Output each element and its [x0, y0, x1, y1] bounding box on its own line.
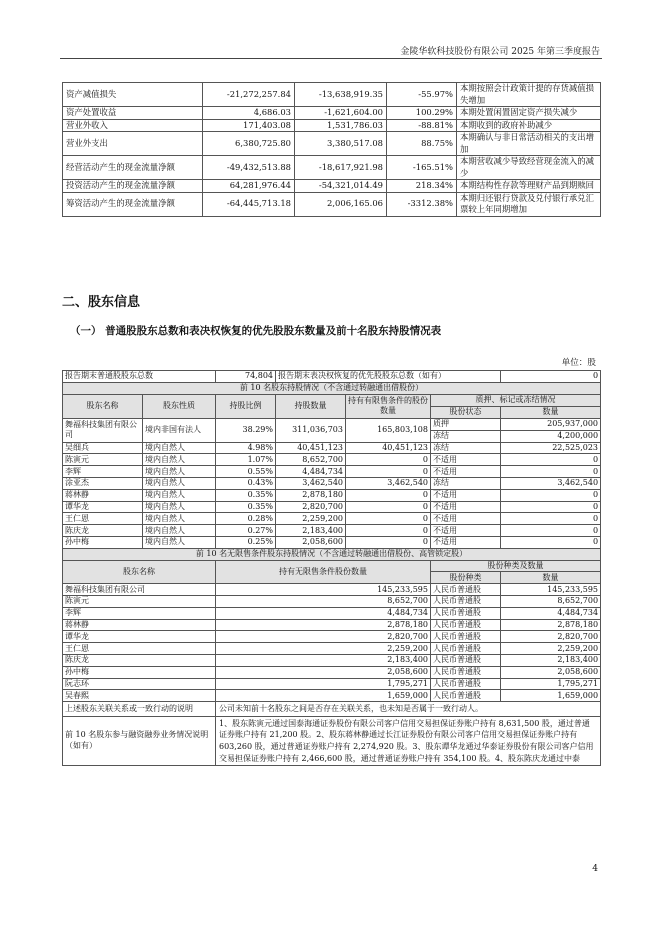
holding-count: 8,652,700 — [276, 454, 346, 466]
previous-value-cell: 3,380,517.08 — [295, 132, 387, 156]
share-type: 人民币普通股 — [431, 631, 501, 643]
col-pledge-header: 质押、标记或冻结情况 — [431, 394, 601, 406]
share-type: 人民币普通股 — [431, 654, 501, 666]
unrestricted-row — [63, 584, 601, 596]
shareholder-nature: 境内自然人 — [143, 501, 216, 513]
share-type: 人民币普通股 — [431, 595, 501, 607]
shareholder-name: 吴细兵 — [63, 442, 143, 454]
holding-ratio: 4.98% — [216, 442, 276, 454]
margin-note-row — [63, 716, 601, 765]
changes-row — [63, 180, 601, 193]
changes-row — [63, 107, 601, 120]
shareholder-row — [63, 477, 601, 489]
pledge-qty: 0 — [501, 466, 601, 478]
shareholder-name: 陈寅元 — [63, 595, 216, 607]
restricted-count: 0 — [346, 466, 431, 478]
shareholder-nature: 境内自然人 — [143, 442, 216, 454]
unrestricted-title: 前 10 名无限售条件股东持股情况（不含通过转融通出借股份、高管锁定股） — [63, 548, 601, 560]
holding-ratio: 0.43% — [216, 477, 276, 489]
restricted-count: 0 — [346, 536, 431, 548]
holding-ratio: 0.55% — [216, 466, 276, 478]
holding-count: 2,183,400 — [276, 525, 346, 537]
item-cell: 筹资活动产生的现金流量净额 — [63, 192, 203, 216]
reason-cell: 本期结构性存款等理财产品到期赎回 — [457, 180, 601, 193]
previous-value-cell: -1,621,604.00 — [295, 107, 387, 120]
restricted-count: 0 — [346, 513, 431, 525]
share-qty: 2,820,700 — [501, 631, 601, 643]
header-divider — [60, 58, 602, 59]
holding-ratio: 0.27% — [216, 525, 276, 537]
previous-value-cell: 1,531,786.03 — [295, 119, 387, 132]
unrestricted-title-row — [63, 548, 601, 560]
pledge-qty: 0 — [501, 454, 601, 466]
restricted-count: 0 — [346, 501, 431, 513]
top10-title: 前 10 名股东持股情况（不含通过转融通出借股份） — [63, 382, 601, 394]
changes-row — [63, 192, 601, 216]
unrestricted-count: 2,878,180 — [216, 619, 431, 631]
unrestricted-count: 1,795,271 — [216, 678, 431, 690]
holding-count: 2,058,600 — [276, 536, 346, 548]
share-type: 人民币普通股 — [431, 584, 501, 596]
shareholder-nature: 境内自然人 — [143, 513, 216, 525]
pledge-qty: 4,200,000 — [501, 430, 601, 442]
share-qty: 2,259,200 — [501, 643, 601, 655]
pledge-qty: 0 — [501, 536, 601, 548]
shareholder-row — [63, 454, 601, 466]
share-qty: 4,484,734 — [501, 607, 601, 619]
col-restricted-header: 持有有限售条件的股份数量 — [346, 394, 431, 418]
unrestricted-count: 2,183,400 — [216, 654, 431, 666]
unrestricted-count: 1,659,000 — [216, 690, 431, 702]
changes-row — [63, 156, 601, 180]
restricted-count: 165,803,108 — [346, 418, 431, 442]
reason-cell: 本期营收减少导致经营现金流入的减少 — [457, 156, 601, 180]
change-pct-cell: -3312.38% — [387, 192, 457, 216]
reason-cell: 本期归还银行贷款及兑付银行承兑汇票较上年同期增加 — [457, 192, 601, 216]
pref-holders-value: 0 — [501, 371, 601, 383]
shareholder-nature: 境内自然人 — [143, 525, 216, 537]
col-type-header: 股份种类 — [431, 572, 501, 584]
pledge-qty: 0 — [501, 513, 601, 525]
pledge-status: 不适用 — [431, 489, 501, 501]
reason-cell: 本期收到的政府补助减少 — [457, 119, 601, 132]
shareholder-name: 王仁恩 — [63, 513, 143, 525]
unrestricted-row — [63, 654, 601, 666]
restricted-count: 40,451,123 — [346, 442, 431, 454]
holding-ratio: 38.29% — [216, 418, 276, 442]
unrestricted-row — [63, 690, 601, 702]
shareholder-row — [63, 418, 601, 430]
share-type: 人民币普通股 — [431, 643, 501, 655]
pledge-qty: 0 — [501, 525, 601, 537]
reason-cell: 本期按照会计政策计提的存货减值损失增加 — [457, 83, 601, 107]
previous-value-cell: 2,006,165.06 — [295, 192, 387, 216]
col-count-header: 持有无限售条件股份数量 — [216, 560, 431, 584]
holding-ratio: 0.28% — [216, 513, 276, 525]
col-ratio-header: 持股比例 — [216, 394, 276, 418]
shareholder-name: 蒋林静 — [63, 489, 143, 501]
reason-cell: 本期处置闲置固定资产损失减少 — [457, 107, 601, 120]
unrestricted-count: 4,484,734 — [216, 607, 431, 619]
unrestricted-count: 8,652,700 — [216, 595, 431, 607]
pledge-status: 不适用 — [431, 501, 501, 513]
section-subtitle: （一） 普通股股东总数和表决权恢复的优先股股东数量及前十名股东持股情况表 — [70, 325, 442, 337]
change-pct-cell: -55.97% — [387, 83, 457, 107]
restricted-count: 0 — [346, 525, 431, 537]
share-type: 人民币普通股 — [431, 619, 501, 631]
shareholder-row — [63, 501, 601, 513]
col-nature-header: 股东性质 — [143, 394, 216, 418]
share-qty: 2,183,400 — [501, 654, 601, 666]
previous-value-cell: -54,321,014.49 — [295, 180, 387, 193]
unrestricted-count: 2,058,600 — [216, 666, 431, 678]
item-cell: 资产处置收益 — [63, 107, 203, 120]
shareholder-name: 涂亚杰 — [63, 477, 143, 489]
shareholder-nature: 境内自然人 — [143, 536, 216, 548]
unrestricted-row — [63, 631, 601, 643]
current-value-cell: -64,445,713.18 — [203, 192, 295, 216]
unrestricted-row — [63, 595, 601, 607]
pledge-status: 质押 — [431, 418, 501, 430]
holding-ratio: 0.35% — [216, 501, 276, 513]
holding-ratio: 0.25% — [216, 536, 276, 548]
section-title: 二、股东信息 — [62, 295, 141, 310]
change-pct-cell: 100.29% — [387, 107, 457, 120]
shareholder-row — [63, 442, 601, 454]
pledge-status: 冻结 — [431, 442, 501, 454]
changes-row — [63, 83, 601, 107]
share-qty: 2,878,180 — [501, 619, 601, 631]
top10-header-row — [63, 394, 601, 406]
item-cell: 经营活动产生的现金流量净额 — [63, 156, 203, 180]
col-qty-header: 数量 — [501, 572, 601, 584]
shareholder-name: 李辉 — [63, 607, 216, 619]
shareholder-name: 李辉 — [63, 466, 143, 478]
shareholder-nature: 境内自然人 — [143, 477, 216, 489]
shareholder-nature: 境内自然人 — [143, 454, 216, 466]
share-type: 人民币普通股 — [431, 666, 501, 678]
change-pct-cell: 218.34% — [387, 180, 457, 193]
shareholder-nature: 境内自然人 — [143, 466, 216, 478]
margin-note-label: 前 10 名股东参与融资融券业务情况说明（如有） — [63, 716, 216, 765]
col-count-header: 持股数量 — [276, 394, 346, 418]
restricted-count: 3,462,540 — [346, 477, 431, 489]
pledge-qty: 3,462,540 — [501, 477, 601, 489]
share-qty: 1,795,271 — [501, 678, 601, 690]
col-qty-header: 数量 — [501, 406, 601, 418]
pledge-status: 不适用 — [431, 513, 501, 525]
unit-label: 单位：股 — [561, 358, 596, 368]
current-value-cell: 6,380,725.80 — [203, 132, 295, 156]
share-qty: 2,058,600 — [501, 666, 601, 678]
item-cell: 营业外支出 — [63, 132, 203, 156]
shareholder-name: 谭华龙 — [63, 501, 143, 513]
common-holders-value: 74,804 — [216, 371, 276, 383]
shareholder-name: 吴春熙 — [63, 690, 216, 702]
restricted-count: 0 — [346, 489, 431, 501]
related-note-row — [63, 702, 601, 717]
shareholder-name: 陈庆龙 — [63, 654, 216, 666]
shareholder-name: 蒋林静 — [63, 619, 216, 631]
current-value-cell: 4,686.03 — [203, 107, 295, 120]
pledge-status: 冻结 — [431, 430, 501, 442]
holding-count: 2,259,200 — [276, 513, 346, 525]
shareholder-row — [63, 466, 601, 478]
report-header: 金陵华软科技股份有限公司 2025 年第三季度报告 — [400, 47, 600, 57]
shareholder-name: 陈庆龙 — [63, 525, 143, 537]
current-value-cell: -21,272,257.84 — [203, 83, 295, 107]
shareholder-name: 陈寅元 — [63, 454, 143, 466]
share-qty: 1,659,000 — [501, 690, 601, 702]
shareholder-name: 孙中梅 — [63, 666, 216, 678]
shareholder-name: 谭华龙 — [63, 631, 216, 643]
pledge-qty: 0 — [501, 489, 601, 501]
changes-table — [62, 82, 601, 217]
pledge-status: 不适用 — [431, 525, 501, 537]
page-number: 4 — [592, 864, 598, 874]
unrestricted-count: 145,233,595 — [216, 584, 431, 596]
pledge-status: 不适用 — [431, 536, 501, 548]
holding-ratio: 1.07% — [216, 454, 276, 466]
pledge-qty: 0 — [501, 501, 601, 513]
holding-count: 2,820,700 — [276, 501, 346, 513]
share-type: 人民币普通股 — [431, 678, 501, 690]
top10-title-row — [63, 382, 601, 394]
pledge-status: 不适用 — [431, 454, 501, 466]
unrestricted-row — [63, 643, 601, 655]
holding-ratio: 0.35% — [216, 489, 276, 501]
reason-cell: 本期确认与非日常活动相关的支出增加 — [457, 132, 601, 156]
common-holders-label: 报告期末普通股股东总数 — [63, 371, 216, 383]
unrestricted-row — [63, 619, 601, 631]
shareholder-name: 王仁恩 — [63, 643, 216, 655]
pledge-qty: 205,937,000 — [501, 418, 601, 430]
share-qty: 8,652,700 — [501, 595, 601, 607]
changes-row — [63, 132, 601, 156]
change-pct-cell: -88.81% — [387, 119, 457, 132]
shareholder-name: 阮志环 — [63, 678, 216, 690]
restricted-count: 0 — [346, 454, 431, 466]
share-qty: 145,233,595 — [501, 584, 601, 596]
item-cell: 投资活动产生的现金流量净额 — [63, 180, 203, 193]
pref-holders-label: 报告期末表决权恢复的优先股股东总数（如有） — [276, 371, 501, 383]
col-name-header: 股东名称 — [63, 560, 216, 584]
holding-count: 311,036,703 — [276, 418, 346, 442]
margin-note-text: 1、股东陈寅元通过国泰海通证券股份有限公司客户信用交易担保证券账户持有 8,631,500 股，通过普通证券账户持有 21,200 股。2、股东蒋林静通过长江证券股份有限公司客户信用交易担保证券账户持有 603,260 股，通过普通证券账户持有 2,274,920 股。3、股东谭华龙通过华泰证券股份有限公司客户信用交易担保证券账户持有 2,466,600 股，通过普通证券账户持有 354,100 股。4、股东陈庆龙通过中泰 — [216, 716, 601, 765]
changes-row — [63, 119, 601, 132]
col-type-group-header: 股份种类及数量 — [431, 560, 601, 572]
shareholders-table — [62, 370, 601, 766]
change-pct-cell: -165.51% — [387, 156, 457, 180]
unrestricted-count: 2,820,700 — [216, 631, 431, 643]
share-type: 人民币普通股 — [431, 690, 501, 702]
pledge-qty: 22,525,023 — [501, 442, 601, 454]
current-value-cell: 171,403.08 — [203, 119, 295, 132]
col-name-header: 股东名称 — [63, 394, 143, 418]
item-cell: 营业外收入 — [63, 119, 203, 132]
shareholder-row — [63, 489, 601, 501]
holding-count: 2,878,180 — [276, 489, 346, 501]
shareholder-nature: 境内非国有法人 — [143, 418, 216, 442]
shareholder-name: 舞福科技集团有限公司 — [63, 418, 143, 442]
unrestricted-row — [63, 678, 601, 690]
shareholder-name: 孙中梅 — [63, 536, 143, 548]
unrestricted-row — [63, 666, 601, 678]
related-note-label: 上述股东关联关系或一致行动的说明 — [63, 702, 216, 717]
related-note-text: 公司未知前十名股东之间是否存在关联关系，也未知是否属于一致行动人。 — [216, 702, 601, 717]
col-status-header: 股份状态 — [431, 406, 501, 418]
unrestricted-header-row — [63, 560, 601, 572]
share-type: 人民币普通股 — [431, 607, 501, 619]
current-value-cell: 64,281,976.44 — [203, 180, 295, 193]
holding-count: 4,484,734 — [276, 466, 346, 478]
shareholder-nature: 境内自然人 — [143, 489, 216, 501]
shareholder-row — [63, 536, 601, 548]
shareholder-name: 舞福科技集团有限公司 — [63, 584, 216, 596]
pledge-status: 不适用 — [431, 466, 501, 478]
previous-value-cell: -18,617,921.98 — [295, 156, 387, 180]
pledge-status: 冻结 — [431, 477, 501, 489]
summary-row — [63, 371, 601, 383]
shareholder-row — [63, 525, 601, 537]
unrestricted-row — [63, 607, 601, 619]
holding-count: 40,451,123 — [276, 442, 346, 454]
unrestricted-count: 2,259,200 — [216, 643, 431, 655]
item-cell: 资产减值损失 — [63, 83, 203, 107]
previous-value-cell: -13,638,919.35 — [295, 83, 387, 107]
holding-count: 3,462,540 — [276, 477, 346, 489]
shareholder-row — [63, 513, 601, 525]
current-value-cell: -49,432,513.88 — [203, 156, 295, 180]
change-pct-cell: 88.75% — [387, 132, 457, 156]
